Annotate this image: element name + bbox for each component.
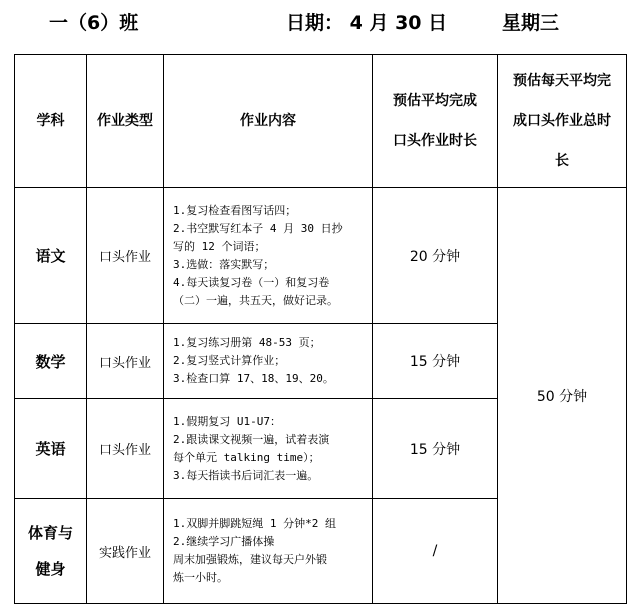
type-cell: 口头作业: [87, 399, 164, 499]
header-avg-time-line: 口头作业时长: [393, 133, 477, 149]
content-line: 2.继续学习广播体操: [173, 535, 275, 548]
subject-cell: 数学: [15, 324, 87, 399]
subject-cell: 语文: [15, 188, 87, 324]
time-cell: 20 分钟: [373, 188, 498, 324]
type-cell: 实践作业: [87, 499, 164, 604]
class-title: 一（6）班: [49, 12, 139, 34]
table-row: [15, 188, 627, 324]
content-line: 每个单元 talking time）；: [173, 450, 320, 464]
header-subject: 学科: [15, 55, 87, 188]
subject-cell: [15, 499, 87, 604]
subject-cell: 英语: [15, 399, 87, 499]
time-cell: 15 分钟: [373, 324, 498, 399]
content-line: 1.双脚并脚跳短绳 1 分钟*2 组: [173, 517, 336, 530]
subject-line: 健身: [35, 560, 66, 578]
content-line: 3.检查口算 17、18、19、20。: [173, 372, 334, 385]
date-label: 日期： 4 月 30 日: [286, 12, 448, 34]
time-cell: 15 分钟: [373, 399, 498, 499]
weekday-label: 星期三: [502, 12, 560, 34]
header-avg-time-line: 预估平均完成: [393, 93, 477, 109]
content-line: 2.跟读课文视频一遍，试着表演: [173, 432, 330, 446]
content-line: 3.选做：落实默写；: [173, 257, 275, 271]
content-line: 3.每天指读书后词汇表一遍。: [173, 468, 319, 482]
content-cell: [164, 324, 373, 399]
content-line: 4.每天读复习卷（一）和复习卷: [173, 275, 330, 289]
header-row: [15, 55, 627, 188]
content-line: 2.书空默写红本子 4 月 30 日抄: [173, 221, 343, 235]
header-avg-time: [373, 55, 498, 188]
content-line: 1.假期复习 U1-U7：: [173, 414, 281, 428]
subject-line: 体育与: [27, 524, 73, 542]
content-line: 1.复习练习册第 48-53 页；: [173, 336, 321, 349]
page-header: [0, 8, 641, 40]
header-content: 作业内容: [164, 55, 373, 188]
total-time-cell: 50 分钟: [498, 188, 627, 604]
content-cell: [164, 188, 373, 324]
type-cell: 口头作业: [87, 188, 164, 324]
content-line: 写的 12 个词语；: [173, 239, 266, 253]
content-line: 炼一小时。: [173, 571, 228, 584]
header-total-time-line: 长: [555, 153, 569, 169]
header-total-time: [498, 55, 627, 188]
type-cell: 口头作业: [87, 324, 164, 399]
content-line: 周末加强锻炼，建议每天户外锻: [173, 553, 327, 566]
homework-table: [14, 54, 627, 604]
content-line: （二）一遍，共五天，做好记录。: [173, 293, 338, 307]
header-total-time-line: 成口头作业总时: [513, 113, 611, 129]
time-cell: /: [373, 499, 498, 604]
header-total-time-line: 预估每天平均完: [513, 73, 611, 89]
content-line: 2.复习竖式计算作业；: [173, 354, 286, 367]
content-cell: [164, 499, 373, 604]
header-type: 作业类型: [87, 55, 164, 188]
content-line: 1.复习检查看图写话四；: [173, 203, 297, 217]
content-cell: [164, 399, 373, 499]
